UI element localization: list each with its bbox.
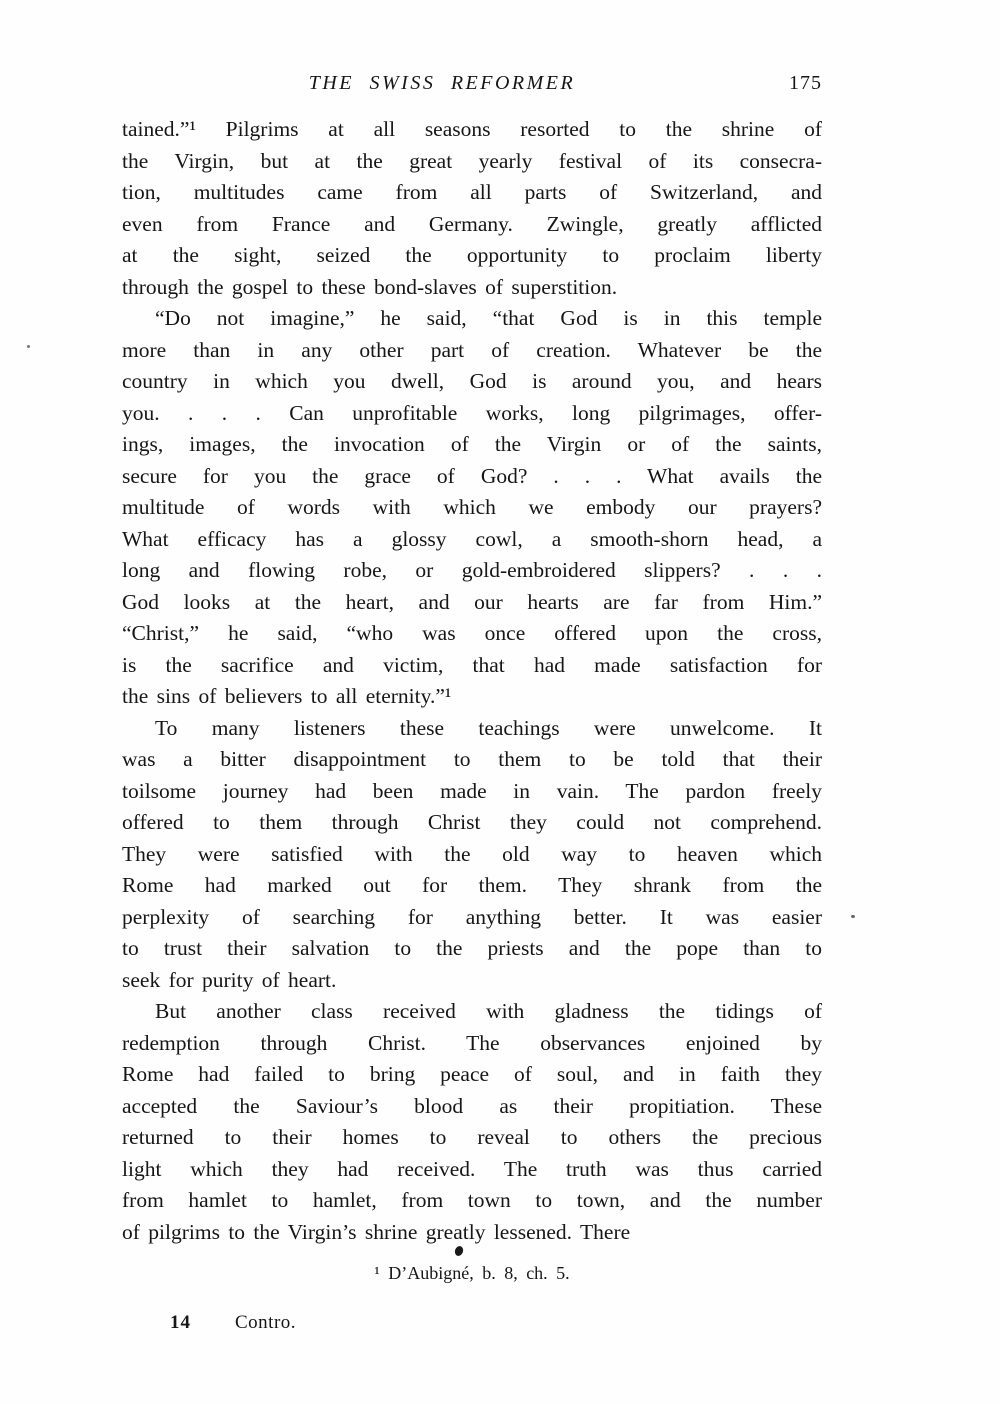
ink-spot	[851, 915, 855, 918]
text-line: tained.”¹ Pilgrims at all seasons resorted to the shrine of	[122, 117, 822, 141]
text-line: “Do not imagine,” he said, “that God is in this temple	[155, 306, 822, 330]
text-line: even from France and Germany. Zwingle, greatly afflicted	[122, 211, 822, 236]
text-line: secure for you the grace of God? . . . What avails the	[122, 463, 822, 488]
text-line: from hamlet to hamlet, from town to town, and the number	[122, 1188, 822, 1212]
signature-number: 14	[170, 1312, 191, 1333]
page-header	[122, 72, 822, 100]
text-line: is the sacrifice and victim, that had made satisfaction for	[122, 652, 822, 677]
text-line: multitude of words with which we embody our prayers?	[122, 495, 822, 519]
text-line: offered to them through Christ they could not comprehend.	[122, 810, 822, 834]
text-line: light which they had received. The truth was thus carried	[122, 1156, 822, 1181]
signature-line	[170, 1312, 296, 1334]
text-line: “Christ,” he said, “who was once offered upon the cross,	[122, 621, 822, 645]
body-text	[122, 114, 822, 1248]
text-line: toilsome journey had been made in vain. The pardon freely	[122, 778, 822, 803]
text-line: returned to their homes to reveal to others the precious	[122, 1125, 822, 1149]
text-line: country in which you dwell, God is around you, and hears	[122, 369, 822, 393]
text-line: But another class received with gladness the tidings of	[155, 999, 822, 1023]
text-line: at the sight, seized the opportunity to proclaim liberty	[122, 243, 822, 267]
signature-label: Contro.	[235, 1312, 297, 1333]
text-line: to trust their salvation to the priests and the pope than to	[122, 936, 822, 960]
text-line: Rome had failed to bring peace of soul, and in faith they	[122, 1062, 822, 1086]
text-line: redemption through Christ. The observances enjoined by	[122, 1030, 822, 1055]
text-line: accepted the Saviour’s blood as their propitiation. These	[122, 1093, 822, 1118]
text-line: tion, multitudes came from all parts of Switzerland, and	[122, 180, 822, 204]
text-line: seek for purity of heart.	[122, 967, 337, 992]
page-number: 175	[789, 72, 822, 94]
text-line: perplexity of searching for anything better. It was easier	[122, 904, 822, 929]
text-line: They were satisfied with the old way to heaven which	[122, 841, 822, 866]
text-line: long and flowing robe, or gold-embroidered slippers? . . .	[122, 558, 822, 582]
text-line: To many listeners these teachings were unwelcome. It	[155, 715, 822, 740]
text-line: God looks at the heart, and our hearts are far from Him.”	[122, 589, 822, 614]
text-line: more than in any other part of creation. Whatever be the	[122, 337, 822, 362]
running-title: THE SWISS REFORMER	[308, 72, 576, 94]
footnote: ¹ D’Aubigné, b. 8, ch. 5.	[374, 1263, 570, 1283]
text-line: through the gospel to these bond-slaves of superstition.	[122, 274, 618, 299]
text-line: the sins of believers to all eternity.”¹	[122, 684, 452, 708]
text-line: What efficacy has a glossy cowl, a smooth-shorn head, a	[122, 526, 822, 551]
text-line: the Virgin, but at the great yearly festival of its consecra-	[122, 148, 822, 173]
text-line: of pilgrims to the Virgin’s shrine greatly lessened. There	[122, 1219, 631, 1244]
text-line: Rome had marked out for them. They shrank from the	[122, 873, 822, 897]
text-line: was a bitter disappointment to them to be told that their	[122, 747, 822, 771]
text-line: ings, images, the invocation of the Virgin or of the saints,	[122, 432, 822, 456]
text-line: you. . . . Can unprofitable works, long pilgrimages, offer-	[122, 400, 822, 425]
ink-spot	[27, 345, 30, 348]
